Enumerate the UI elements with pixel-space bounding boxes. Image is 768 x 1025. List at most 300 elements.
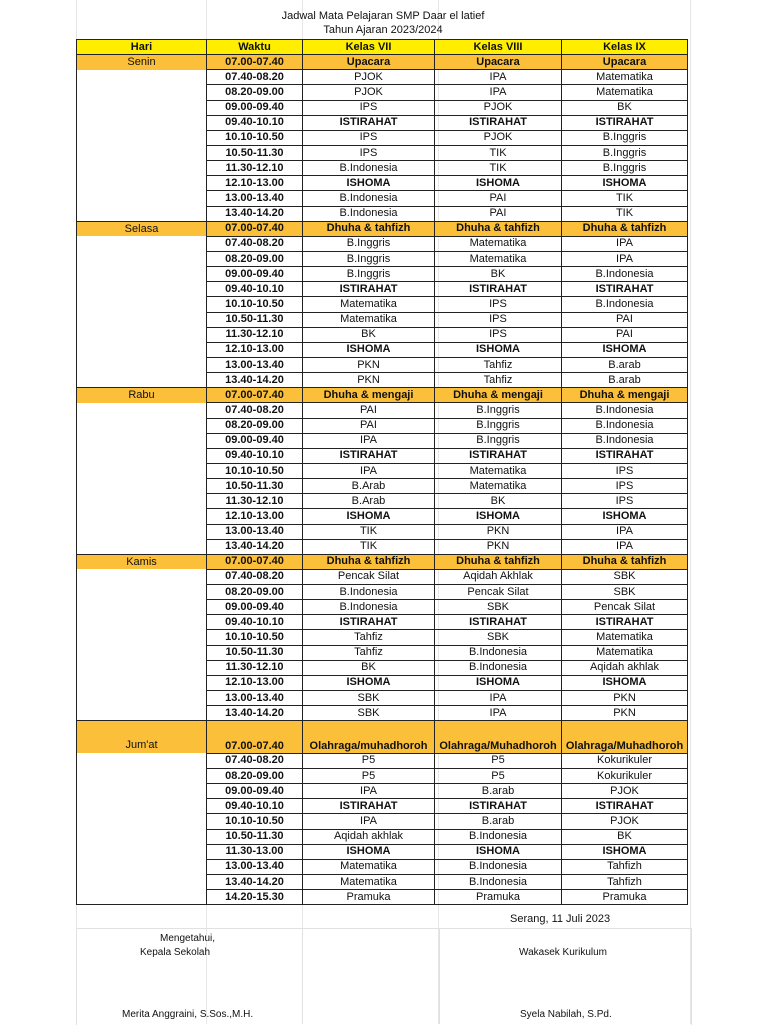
day-cell-empty — [77, 874, 207, 889]
day-cell-empty — [77, 176, 207, 191]
subject-cell: Tahfiz — [435, 373, 562, 388]
time-cell: 13.00-13.40 — [207, 191, 303, 206]
subject-cell: PKN — [562, 691, 688, 706]
subject-cell: Olahraga/Muhadhoroh — [435, 721, 562, 754]
time-cell: 08.20-09.00 — [207, 585, 303, 600]
day-cell-empty — [77, 418, 207, 433]
subject-cell: TIK — [562, 191, 688, 206]
subject-cell: Upacara — [435, 55, 562, 70]
subject-cell: ISTIRAHAT — [435, 799, 562, 814]
table-row — [77, 768, 688, 783]
subject-cell: ISTIRAHAT — [303, 448, 435, 463]
table-row — [77, 145, 688, 160]
table-row — [77, 859, 688, 874]
subject-cell: B.Indonesia — [303, 600, 435, 615]
subject-cell: PKN — [562, 706, 688, 721]
subject-cell: IPA — [562, 251, 688, 266]
subject-cell: B.Indonesia — [435, 859, 562, 874]
table-row — [77, 585, 688, 600]
subject-cell: ISHOMA — [562, 844, 688, 859]
header-kelas-8: Kelas VIII — [435, 40, 562, 55]
table-row — [77, 463, 688, 478]
table-row — [77, 403, 688, 418]
subject-cell: ISHOMA — [435, 675, 562, 690]
day-label: Selasa — [77, 221, 207, 236]
subject-cell: IPA — [303, 433, 435, 448]
table-row — [77, 706, 688, 721]
table-row — [77, 890, 688, 905]
day-cell-empty — [77, 373, 207, 388]
subject-cell: ISTIRAHAT — [562, 799, 688, 814]
time-cell: 09.40-10.10 — [207, 799, 303, 814]
subject-cell: BK — [435, 494, 562, 509]
time-cell: 08.20-09.00 — [207, 768, 303, 783]
subject-cell: PJOK — [435, 100, 562, 115]
schedule-table — [76, 39, 688, 905]
table-row — [77, 814, 688, 829]
subject-cell: ISHOMA — [562, 176, 688, 191]
subject-cell: ISHOMA — [562, 509, 688, 524]
time-cell: 08.20-09.00 — [207, 418, 303, 433]
subject-cell: IPA — [562, 524, 688, 539]
subject-cell: PKN — [435, 539, 562, 554]
subject-cell: ISTIRAHAT — [435, 115, 562, 130]
subject-cell: TIK — [435, 145, 562, 160]
day-cell-empty — [77, 524, 207, 539]
subject-cell: IPS — [435, 297, 562, 312]
time-cell: 09.40-10.10 — [207, 615, 303, 630]
subject-cell: SBK — [303, 706, 435, 721]
table-row — [77, 829, 688, 844]
subject-cell: Pramuka — [435, 890, 562, 905]
subject-cell: B.Indonesia — [562, 433, 688, 448]
day-cell-empty — [77, 267, 207, 282]
vice-principal-name: Syela Nabilah, S.Pd. — [520, 1009, 612, 1020]
day-cell-empty — [77, 585, 207, 600]
signature-divider — [302, 928, 440, 1024]
day-label: Kamis — [77, 554, 207, 569]
subject-cell: ISHOMA — [303, 176, 435, 191]
header-kelas-7: Kelas VII — [303, 40, 435, 55]
subject-cell: PKN — [303, 373, 435, 388]
day-cell-empty — [77, 630, 207, 645]
day-cell-empty — [77, 494, 207, 509]
day-cell-empty — [77, 327, 207, 342]
subject-cell: B.Indonesia — [562, 403, 688, 418]
subject-cell: TIK — [303, 539, 435, 554]
time-cell: 09.00-09.40 — [207, 600, 303, 615]
time-cell: 11.30-12.10 — [207, 327, 303, 342]
subject-cell: PJOK — [303, 70, 435, 85]
subject-cell: B.Indonesia — [562, 297, 688, 312]
day-cell-empty — [77, 615, 207, 630]
subject-cell: ISHOMA — [435, 844, 562, 859]
subject-cell: B.Indonesia — [303, 161, 435, 176]
time-cell: 10.50-11.30 — [207, 312, 303, 327]
subject-cell: SBK — [435, 630, 562, 645]
day-cell-empty — [77, 312, 207, 327]
subject-cell: ISHOMA — [435, 509, 562, 524]
subject-cell: Tahfizh — [562, 874, 688, 889]
subject-cell: PKN — [303, 357, 435, 372]
day-cell-empty — [77, 675, 207, 690]
subject-cell: Aqidah Akhlak — [435, 569, 562, 584]
time-cell: 07.00-07.40 — [207, 55, 303, 70]
subject-cell: Matematika — [562, 630, 688, 645]
subject-cell: ISTIRAHAT — [562, 282, 688, 297]
day-label: Jum'at — [77, 721, 207, 754]
subject-cell: IPS — [303, 100, 435, 115]
subject-cell: IPS — [303, 130, 435, 145]
subject-cell: Pencak Silat — [435, 585, 562, 600]
time-cell: 12.10-13.00 — [207, 675, 303, 690]
subject-cell: B.Inggris — [303, 236, 435, 251]
time-cell: 09.00-09.40 — [207, 100, 303, 115]
table-row — [77, 615, 688, 630]
subject-cell: B.Indonesia — [562, 267, 688, 282]
table-row — [77, 191, 688, 206]
subject-cell: B.Indonesia — [435, 874, 562, 889]
time-cell: 10.10-10.50 — [207, 297, 303, 312]
day-cell-empty — [77, 890, 207, 905]
day-cell-empty — [77, 799, 207, 814]
subject-cell: Olahraga/Muhadhoroh — [562, 721, 688, 754]
table-row — [77, 418, 688, 433]
table-row — [77, 784, 688, 799]
place-date: Serang, 11 Juli 2023 — [510, 913, 611, 925]
day-cell-empty — [77, 342, 207, 357]
day-cell-empty — [77, 448, 207, 463]
table-row — [77, 645, 688, 660]
subject-cell: Dhuha & mengaji — [435, 388, 562, 403]
day-cell-empty — [77, 768, 207, 783]
table-row — [77, 342, 688, 357]
subject-cell: Dhuha & mengaji — [562, 388, 688, 403]
subject-cell: ISTIRAHAT — [303, 615, 435, 630]
subject-cell: ISHOMA — [303, 509, 435, 524]
day-cell-empty — [77, 206, 207, 221]
subject-cell: Upacara — [303, 55, 435, 70]
time-cell: 07.00-07.40 — [207, 221, 303, 236]
principal-name: Merita Anggraini, S.Sos.,M.H. — [122, 1009, 254, 1020]
table-row — [77, 691, 688, 706]
day-cell-empty — [77, 600, 207, 615]
table-row — [77, 874, 688, 889]
table-row — [77, 799, 688, 814]
time-cell: 13.00-13.40 — [207, 357, 303, 372]
time-cell: 07.40-08.20 — [207, 70, 303, 85]
subject-cell: IPS — [562, 494, 688, 509]
day-cell-empty — [77, 509, 207, 524]
time-cell: 14.20-15.30 — [207, 890, 303, 905]
day-cell-empty — [77, 297, 207, 312]
subject-cell: ISHOMA — [303, 844, 435, 859]
schedule-title: Jadwal Mata Pelajaran SMP Daar el latief — [281, 10, 485, 22]
day-cell-empty — [77, 236, 207, 251]
subject-cell: Matematika — [435, 251, 562, 266]
subject-cell: IPA — [562, 539, 688, 554]
table-row — [77, 282, 688, 297]
subject-cell: IPS — [435, 312, 562, 327]
subject-cell: IPA — [303, 814, 435, 829]
time-cell: 07.40-08.20 — [207, 236, 303, 251]
time-cell: 08.20-09.00 — [207, 85, 303, 100]
time-cell: 10.50-11.30 — [207, 645, 303, 660]
subject-cell: B.Inggris — [303, 267, 435, 282]
table-row — [77, 524, 688, 539]
subject-cell: B.Inggris — [435, 418, 562, 433]
time-cell: 13.40-14.20 — [207, 706, 303, 721]
subject-cell: P5 — [303, 768, 435, 783]
time-cell: 13.40-14.20 — [207, 373, 303, 388]
day-start-row — [77, 221, 688, 236]
subject-cell: PAI — [562, 312, 688, 327]
subject-cell: IPS — [562, 463, 688, 478]
subject-cell: BK — [303, 660, 435, 675]
day-cell-empty — [77, 85, 207, 100]
subject-cell: IPS — [303, 145, 435, 160]
subject-cell: IPA — [435, 70, 562, 85]
table-row — [77, 448, 688, 463]
day-cell-empty — [77, 784, 207, 799]
table-row — [77, 753, 688, 768]
subject-cell: IPA — [562, 236, 688, 251]
subject-cell: SBK — [562, 585, 688, 600]
table-row — [77, 630, 688, 645]
time-cell: 09.00-09.40 — [207, 784, 303, 799]
time-cell: 10.10-10.50 — [207, 814, 303, 829]
subject-cell: Matematika — [303, 297, 435, 312]
subject-cell: Matematika — [562, 645, 688, 660]
time-cell: 11.30-12.10 — [207, 660, 303, 675]
day-cell-empty — [77, 463, 207, 478]
schedule-subtitle: Tahun Ajaran 2023/2024 — [323, 24, 443, 36]
subject-cell: PAI — [435, 206, 562, 221]
time-cell: 13.40-14.20 — [207, 874, 303, 889]
subject-cell: ISTIRAHAT — [303, 282, 435, 297]
time-cell: 11.30-12.10 — [207, 494, 303, 509]
subject-cell: ISTIRAHAT — [435, 448, 562, 463]
subject-cell: B.Arab — [303, 494, 435, 509]
subject-cell: Dhuha & tahfizh — [562, 554, 688, 569]
day-start-row — [77, 55, 688, 70]
subject-cell: Matematika — [303, 874, 435, 889]
table-row — [77, 569, 688, 584]
subject-cell: ISHOMA — [303, 342, 435, 357]
subject-cell: ISHOMA — [562, 342, 688, 357]
subject-cell: ISTIRAHAT — [435, 282, 562, 297]
subject-cell: BK — [303, 327, 435, 342]
time-cell: 12.10-13.00 — [207, 342, 303, 357]
subject-cell: Pramuka — [303, 890, 435, 905]
subject-cell: B.Indonesia — [303, 585, 435, 600]
subject-cell: TIK — [435, 161, 562, 176]
time-cell: 07.40-08.20 — [207, 753, 303, 768]
table-row — [77, 600, 688, 615]
subject-cell: BK — [562, 829, 688, 844]
table-row — [77, 373, 688, 388]
subject-cell: PAI — [435, 191, 562, 206]
table-row — [77, 130, 688, 145]
table-row — [77, 251, 688, 266]
day-cell-empty — [77, 706, 207, 721]
day-label: Senin — [77, 55, 207, 70]
header-hari: Hari — [77, 40, 207, 55]
subject-cell: Aqidah akhlak — [562, 660, 688, 675]
subject-cell: B.Indonesia — [435, 829, 562, 844]
day-cell-empty — [77, 282, 207, 297]
day-cell-empty — [77, 100, 207, 115]
subject-cell: Tahfiz — [303, 630, 435, 645]
time-cell: 09.40-10.10 — [207, 448, 303, 463]
subject-cell: B.Inggris — [562, 161, 688, 176]
day-start-row — [77, 721, 688, 754]
time-cell: 10.50-11.30 — [207, 829, 303, 844]
day-cell-empty — [77, 161, 207, 176]
time-cell: 10.10-10.50 — [207, 463, 303, 478]
subject-cell: PJOK — [435, 130, 562, 145]
subject-cell: B.arab — [562, 373, 688, 388]
time-cell: 13.40-14.20 — [207, 539, 303, 554]
day-start-row — [77, 554, 688, 569]
table-row — [77, 660, 688, 675]
day-cell-empty — [77, 403, 207, 418]
subject-cell: Upacara — [562, 55, 688, 70]
time-cell: 10.10-10.50 — [207, 130, 303, 145]
principal-label: Kepala Sekolah — [140, 947, 211, 958]
subject-cell: SBK — [562, 569, 688, 584]
subject-cell: ISHOMA — [435, 176, 562, 191]
subject-cell: B.Indonesia — [562, 418, 688, 433]
table-row — [77, 327, 688, 342]
subject-cell: B.arab — [435, 784, 562, 799]
subject-cell: Tahfiz — [303, 645, 435, 660]
table-header-row — [77, 40, 688, 55]
time-cell: 12.10-13.00 — [207, 176, 303, 191]
subject-cell: SBK — [435, 600, 562, 615]
time-cell: 10.10-10.50 — [207, 630, 303, 645]
subject-cell: Kokurikuler — [562, 753, 688, 768]
time-cell: 13.40-14.20 — [207, 206, 303, 221]
table-row — [77, 494, 688, 509]
subject-cell: Olahraga/muhadhoroh — [303, 721, 435, 754]
subject-cell: B.Indonesia — [303, 206, 435, 221]
table-row — [77, 675, 688, 690]
day-cell-empty — [77, 539, 207, 554]
subject-cell: P5 — [435, 753, 562, 768]
subject-cell: Pencak Silat — [303, 569, 435, 584]
day-cell-empty — [77, 660, 207, 675]
subject-cell: IPA — [435, 706, 562, 721]
subject-cell: IPA — [303, 463, 435, 478]
day-start-row — [77, 388, 688, 403]
time-cell: 07.00-07.40 — [207, 388, 303, 403]
vice-principal-label: Wakasek Kurikulum — [519, 947, 607, 958]
subject-cell: B.Indonesia — [435, 645, 562, 660]
day-cell-empty — [77, 753, 207, 768]
time-cell: 07.40-08.20 — [207, 403, 303, 418]
header-waktu: Waktu — [207, 40, 303, 55]
day-cell-empty — [77, 251, 207, 266]
subject-cell: Dhuha & tahfizh — [303, 221, 435, 236]
time-cell: 13.00-13.40 — [207, 524, 303, 539]
subject-cell: IPS — [435, 327, 562, 342]
header-kelas-9: Kelas IX — [562, 40, 688, 55]
subject-cell: Dhuha & tahfizh — [562, 221, 688, 236]
subject-cell: ISHOMA — [435, 342, 562, 357]
subject-cell: B.Inggris — [435, 433, 562, 448]
subject-cell: P5 — [435, 768, 562, 783]
time-cell: 09.00-09.40 — [207, 433, 303, 448]
time-cell: 08.20-09.00 — [207, 251, 303, 266]
day-cell-empty — [77, 70, 207, 85]
time-cell: 07.00-07.40 — [207, 721, 303, 754]
table-row — [77, 509, 688, 524]
table-row — [77, 267, 688, 282]
subject-cell: B.Indonesia — [303, 191, 435, 206]
subject-cell: B.Inggris — [562, 145, 688, 160]
day-label: Rabu — [77, 388, 207, 403]
subject-cell: PAI — [562, 327, 688, 342]
grid-line — [690, 0, 691, 1024]
subject-cell: Dhuha & tahfizh — [435, 221, 562, 236]
subject-cell: PAI — [303, 418, 435, 433]
table-row — [77, 357, 688, 372]
subject-cell: Dhuha & tahfizh — [303, 554, 435, 569]
time-cell: 11.30-13.00 — [207, 844, 303, 859]
subject-cell: Tahfizh — [562, 859, 688, 874]
table-row — [77, 70, 688, 85]
subject-cell: PJOK — [303, 85, 435, 100]
day-cell-empty — [77, 829, 207, 844]
subject-cell: Dhuha & tahfizh — [435, 554, 562, 569]
day-cell-empty — [77, 645, 207, 660]
subject-cell: TIK — [562, 206, 688, 221]
time-cell: 07.40-08.20 — [207, 569, 303, 584]
subject-cell: SBK — [303, 691, 435, 706]
subject-cell: Matematika — [435, 479, 562, 494]
subject-cell: ISTIRAHAT — [562, 615, 688, 630]
subject-cell: TIK — [303, 524, 435, 539]
table-row — [77, 161, 688, 176]
subject-cell: Matematika — [562, 85, 688, 100]
subject-cell: IPA — [435, 85, 562, 100]
table-row — [77, 85, 688, 100]
table-row — [77, 433, 688, 448]
subject-cell: Matematika — [435, 236, 562, 251]
day-cell-empty — [77, 130, 207, 145]
time-cell: 10.50-11.30 — [207, 479, 303, 494]
day-cell-empty — [77, 569, 207, 584]
table-row — [77, 312, 688, 327]
subject-cell: ISTIRAHAT — [303, 115, 435, 130]
day-cell-empty — [77, 357, 207, 372]
subject-cell: Pencak Silat — [562, 600, 688, 615]
table-row — [77, 176, 688, 191]
day-cell-empty — [77, 433, 207, 448]
table-row — [77, 100, 688, 115]
subject-cell: B.arab — [562, 357, 688, 372]
table-row — [77, 236, 688, 251]
table-row — [77, 844, 688, 859]
day-cell-empty — [77, 191, 207, 206]
day-cell-empty — [77, 479, 207, 494]
subject-cell: IPA — [435, 691, 562, 706]
subject-cell: B.Arab — [303, 479, 435, 494]
time-cell: 10.50-11.30 — [207, 145, 303, 160]
time-cell: 07.00-07.40 — [207, 554, 303, 569]
time-cell: 11.30-12.10 — [207, 161, 303, 176]
